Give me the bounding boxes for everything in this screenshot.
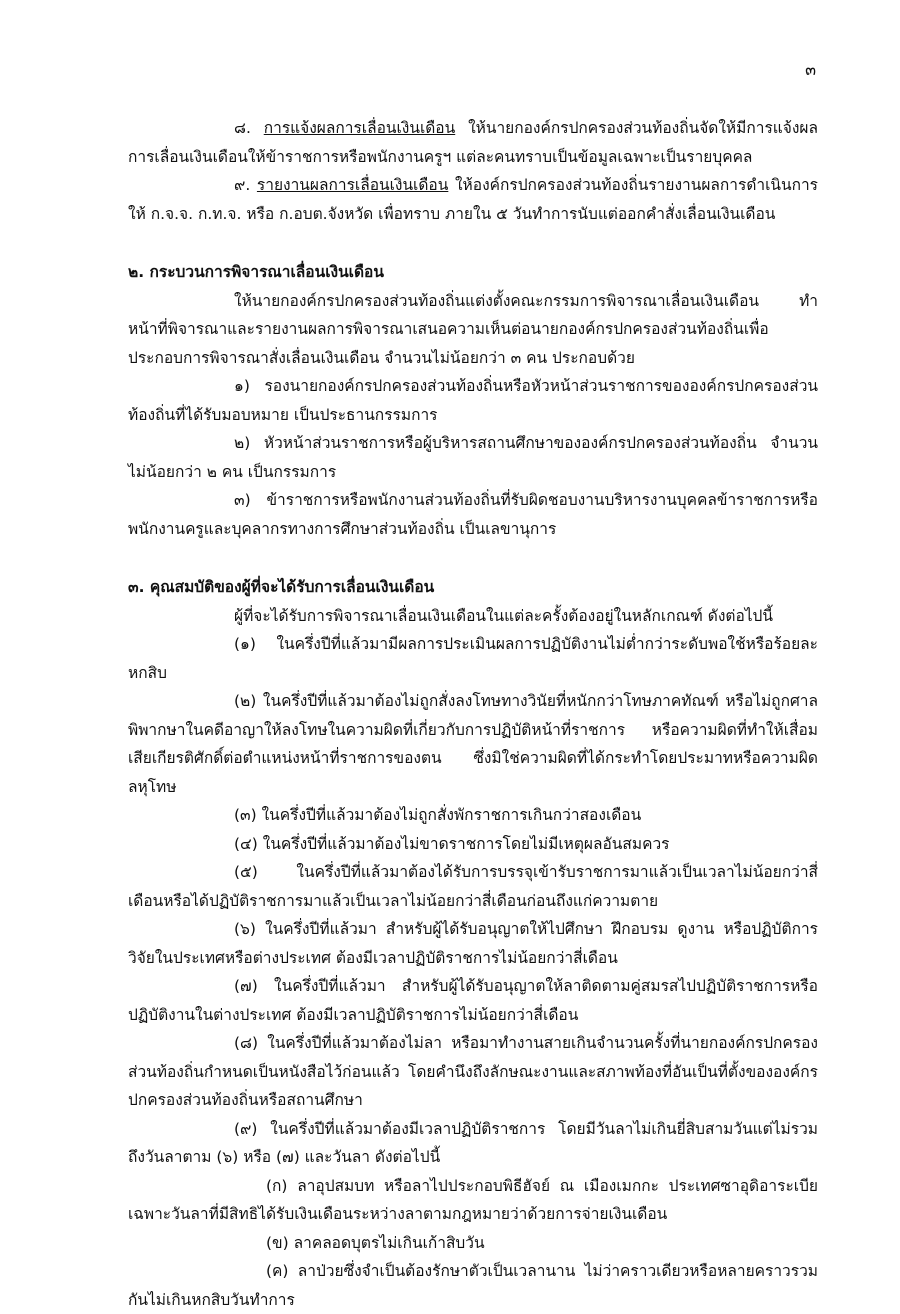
leave-type-c: (ค) ลาป่วยซึ่งจำเป็นต้องรักษาตัวเป็นเวลานาน ไม่ว่าคราวเดียวหรือหลายคราวรวมกันไม่เกินหกสิบวันทำการ: [128, 1262, 818, 1309]
section-2-heading: ๒. กระบวนการพิจารณาเลื่อนเงินเดือน: [128, 263, 384, 281]
item-9-text: ให้องค์กรปกครองส่วนท้องถิ่นรายงานผลการดำเนินการให้ ก.จ.จ. ก.ท.จ. หรือ ก.อบต.จังหวัด เพื่อทราบ ภายใน ๕ วันทำการนับแต่ออกคำสั่งเลื่อนเงินเดือน: [128, 176, 818, 223]
section-3-intro: ผู้ที่จะได้รับการพิจารณาเลื่อนเงินเดือนในแต่ละครั้งต้องอยู่ในหลักเกณฑ์ ดังต่อไปนี้: [234, 606, 773, 625]
criterion-4: (๔) ในครึ่งปีที่แล้วมาต้องไม่ขาดราชการโดยไม่มีเหตุผลอันสมควร: [234, 834, 670, 853]
section-2-intro: ให้นายกองค์กรปกครองส่วนท้องถิ่นแต่งตั้งคณะกรรมการพิจารณาเลื่อนเงินเดือน ทำหน้าที่พิจารณาและรายงานผลการพิจารณาเสนอความเห็นต่อนายกองค์กรปกครองส่วนท้องถิ่นเพื่อประกอบการพิจารณาสั่งเลื่อนเงินเดือน จำนวนไม่น้อยกว่า ๓ คน ประกอบด้วย: [128, 291, 818, 367]
section-2-item-1: ๑) รองนายกองค์กรปกครองส่วนท้องถิ่นหรือหัวหน้าส่วนราชการขององค์กรปกครองส่วนท้องถิ่นที่ได้รับมอบหมาย เป็นประธานกรรมการ: [128, 377, 818, 424]
section-3-heading: ๓. คุณสมบัติของผู้ที่จะได้รับการเลื่อนเงินเดือน: [128, 578, 435, 596]
paragraph-item-9: [128, 171, 818, 228]
item-9-number: ๙.: [234, 176, 251, 194]
section-2-item-2: ๒) หัวหน้าส่วนราชการหรือผู้บริหารสถานศึกษาขององค์กรปกครองส่วนท้องถิ่น จำนวนไม่น้อยกว่า ๒ คน เป็นกรรมการ: [128, 434, 818, 481]
item-9-title: รายงานผลการเลื่อนเงินเดือน: [256, 176, 449, 194]
criterion-1: (๑) ในครึ่งปีที่แล้วมามีผลการประเมินผลการปฏิบัติงานไม่ต่ำกว่าระดับพอใช้หรือร้อยละหกสิบ: [128, 635, 818, 682]
criterion-6: (๖) ในครึ่งปีที่แล้วมา สำหรับผู้ได้รับอนุญาตให้ไปศึกษา ฝึกอบรม ดูงาน หรือปฏิบัติการวิจัยในประเทศหรือต่างประเทศ ต้องมีเวลาปฏิบัติราชการไม่น้อยกว่าสี่เดือน: [128, 920, 818, 967]
criterion-9: (๙) ในครึ่งปีที่แล้วมาต้องมีเวลาปฏิบัติราชการ โดยมีวันลาไม่เกินยี่สิบสามวันแต่ไม่รวมถึงวันลาตาม (๖) หรือ (๗) และวันลา ดังต่อไปนี้: [128, 1119, 818, 1166]
item-8-title: การแจ้งผลการเลื่อนเงินเดือน: [263, 119, 456, 137]
item-8-text: ให้นายกองค์กรปกครองส่วนท้องถิ่นจัดให้มีการแจ้งผลการเลื่อนเงินเดือนให้ข้าราชการหรือพนักงานครูฯ แต่ละคนทราบเป็นข้อมูลเฉพาะเป็นรายบุคคล: [128, 119, 818, 166]
leave-type-b: (ข) ลาคลอดบุตรไม่เกินเก้าสิบวัน: [266, 1233, 485, 1252]
paragraph-item-8: [128, 114, 818, 171]
section-2-item-3: ๓) ข้าราชการหรือพนักงานส่วนท้องถิ่นที่รับผิดชอบงานบริหารงานบุคคลข้าราชการหรือพนักงานครูและบุคลากรทางการศึกษาส่วนท้องถิ่น เป็นเลขานุการ: [128, 491, 818, 538]
criterion-3: (๓) ในครึ่งปีที่แล้วมาต้องไม่ถูกสั่งพักราชการเกินกว่าสองเดือน: [234, 806, 642, 824]
item-8-number: ๘.: [234, 119, 251, 137]
page-number: ๓: [805, 60, 816, 79]
document-body: [128, 114, 818, 1314]
leave-type-a: (ก) ลาอุปสมบท หรือลาไปประกอบพิธีฮัจย์ ณ เมืองเมกกะ ประเทศซาอุดิอาระเบียเฉพาะวันลาที่มีสิทธิได้รับเงินเดือนระหว่างลาตามกฎหมายว่าด้วยการจ่ายเงินเดือน: [128, 1176, 818, 1223]
criterion-7: (๗) ในครึ่งปีที่แล้วมา สำหรับผู้ได้รับอนุญาตให้ลาติดตามคู่สมรสไปปฏิบัติราชการหรือปฏิบัติงานในต่างประเทศ ต้องมีเวลาปฏิบัติราชการไม่น้อยกว่าสี่เดือน: [128, 977, 818, 1024]
criterion-5: (๕) ในครึ่งปีที่แล้วมาต้องได้รับการบรรจุเข้ารับราชการมาแล้วเป็นเวลาไม่น้อยกว่าสี่เดือนหรือได้ปฏิบัติราชการมาแล้วเป็นเวลาไม่น้อยกว่าสี่เดือนก่อนถึงแก่ความตาย: [128, 863, 818, 910]
criterion-8: (๘) ในครึ่งปีที่แล้วมาต้องไม่ลา หรือมาทำงานสายเกินจำนวนครั้งที่นายกองค์กรปกครองส่วนท้องถิ่นกำหนดเป็นหนังสือไว้ก่อนแล้ว โดยคำนึงถึงลักษณะงานและสภาพท้องที่อันเป็นที่ตั้งขององค์กรปกครองส่วนท้องถิ่นหรือสถานศึกษา: [128, 1034, 818, 1109]
criterion-2: (๒) ในครึ่งปีที่แล้วมาต้องไม่ถูกสั่งลงโทษทางวินัยที่หนักกว่าโทษภาคทัณฑ์ หรือไม่ถูกศาลพิพากษาในคดีอาญาให้ลงโทษในความผิดที่เกี่ยวกับการปฏิบัติหน้าที่ราชการ หรือความผิดที่ทำให้เสื่อมเสียเกียรติศักดิ์ต่อตำแหน่งหน้าที่ราชการของตน ซึ่งมิใช่ความผิดที่ได้กระทำโดยประมาทหรือความผิดลหุโทษ: [128, 692, 818, 796]
